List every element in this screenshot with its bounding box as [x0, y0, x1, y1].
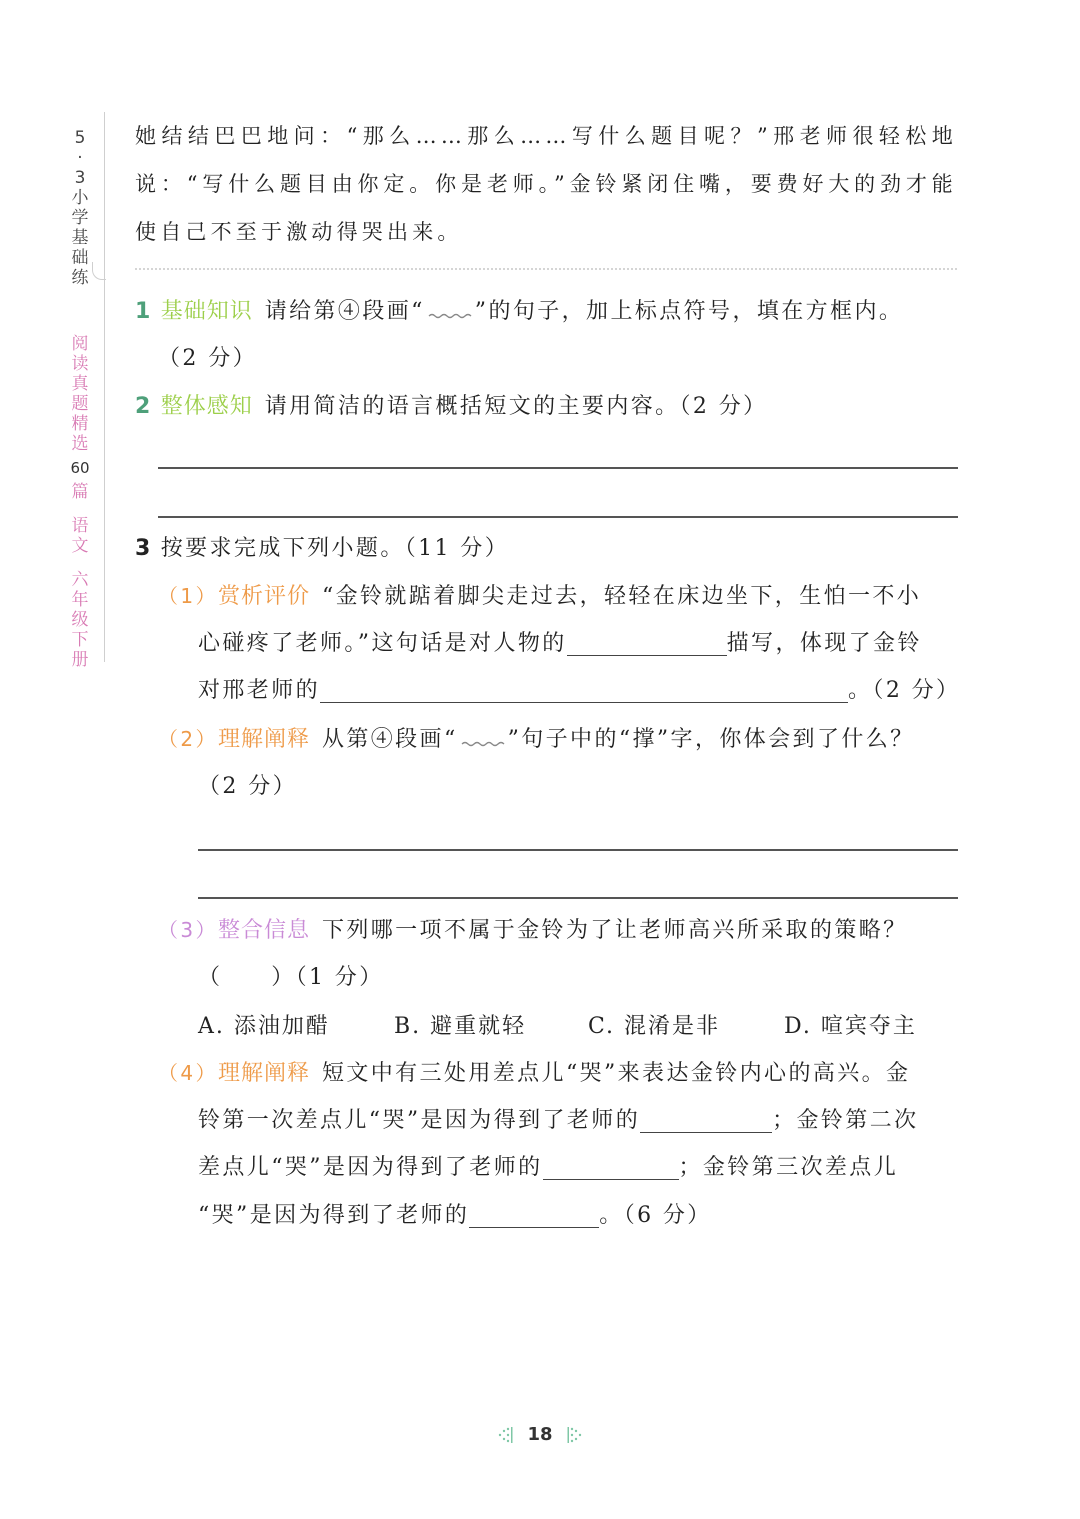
answer-line[interactable]: [158, 467, 958, 469]
side-spine: [66, 128, 94, 670]
option-c[interactable]: C. 混淆是非: [588, 1014, 721, 1039]
page-number: 18: [527, 1424, 553, 1445]
spine-hook: [92, 262, 106, 280]
subquestion-2: （2）理解阐释 从第④段画“ ”句子中的“撑”字，你体会到了什么？: [158, 727, 915, 752]
spine-brand: 5 · 3 小 学 基 础 练: [71, 128, 89, 288]
fill-blank[interactable]: [469, 1202, 599, 1228]
question-2: 2 整体感知 请用简洁的语言概括短文的主要内容。（2 分）: [135, 394, 768, 419]
spine-subject: 语 文: [71, 516, 89, 556]
question-tag: 基础知识: [160, 299, 253, 324]
fill-blank[interactable]: [320, 677, 848, 703]
question-tag: 理解阐释: [217, 1061, 310, 1086]
dots-ornament-icon: [497, 1426, 513, 1444]
subquestion-3: （3）整合信息 下列哪一项不属于金铃为了让老师高兴所采取的策略？: [158, 918, 908, 943]
question-tag: 理解阐释: [217, 727, 310, 752]
passage-text: 她结结巴巴地问：“那么……那么……写什么题目呢？”邢老师很轻松地说：“写什么题目由你定。你是老师。”金铃紧闭住嘴，要费好大的劲才能使自己不至于激动得哭出来。: [135, 124, 957, 244]
question-number: 1: [135, 299, 153, 324]
question-tag: 整合信息: [217, 918, 310, 943]
subquestion-4-line4: “哭”是因为得到了老师的 。（6 分）: [198, 1203, 712, 1228]
question-number: 3: [135, 536, 153, 561]
answer-parentheses[interactable]: （ ）（1 分）: [198, 965, 384, 990]
spine-book-title: 阅 读 真 题 精 选 60 篇: [70, 334, 90, 502]
answer-line[interactable]: [198, 849, 958, 851]
answer-line[interactable]: [158, 516, 958, 518]
option-a[interactable]: A. 添油加醋: [198, 1014, 330, 1039]
fill-blank[interactable]: [567, 630, 727, 656]
fill-blank[interactable]: [640, 1107, 772, 1133]
subquestion-4-line3: 差点儿“哭”是因为得到了老师的 ；金铃第三次差点儿: [198, 1155, 899, 1180]
fill-blank[interactable]: [543, 1154, 679, 1180]
question-tag: 整体感知: [160, 394, 253, 419]
dots-ornament-icon: [567, 1426, 583, 1444]
question-tag: 赏析评价: [217, 584, 310, 609]
question-3: 3 按要求完成下列小题。（11 分）: [135, 536, 510, 561]
question-1: 1 基础知识 请给第④段画“ ”的句子，加上标点符号，填在方框内。: [135, 299, 904, 324]
question-1-score: （2 分）: [158, 346, 257, 371]
subquestion-2-score: （2 分）: [198, 774, 297, 799]
wavy-underline-icon: [425, 300, 475, 320]
subquestion-1: （1）赏析评价 “金铃就踮着脚尖走过去，轻轻在床边坐下，生怕一不小: [158, 584, 922, 609]
option-d[interactable]: D. 喧宾夺主: [784, 1014, 917, 1039]
dotted-divider: [135, 268, 957, 270]
subquestion-1-line2: 心碰疼了老师。”这句话是对人物的 描写，体现了金铃: [198, 631, 922, 656]
choice-options: [198, 1004, 958, 1050]
wavy-underline-icon: [458, 728, 508, 748]
page-footer: [0, 1424, 1080, 1445]
subquestion-4: （4）理解阐释 短文中有三处用差点儿“哭”来表达金铃内心的高兴。金: [158, 1061, 911, 1086]
spine-divider: [104, 112, 105, 662]
question-number: 2: [135, 394, 153, 419]
subquestion-1-line3: 对邢老师的 。（2 分）: [198, 678, 961, 703]
subquestion-4-line2: 铃第一次差点儿“哭”是因为得到了老师的 ；金铃第二次: [198, 1108, 919, 1133]
option-b[interactable]: B. 避重就轻: [394, 1014, 527, 1039]
spine-grade: 六 年 级 下 册: [71, 570, 89, 670]
spine-count: 60: [70, 459, 90, 477]
answer-line[interactable]: [198, 897, 958, 899]
